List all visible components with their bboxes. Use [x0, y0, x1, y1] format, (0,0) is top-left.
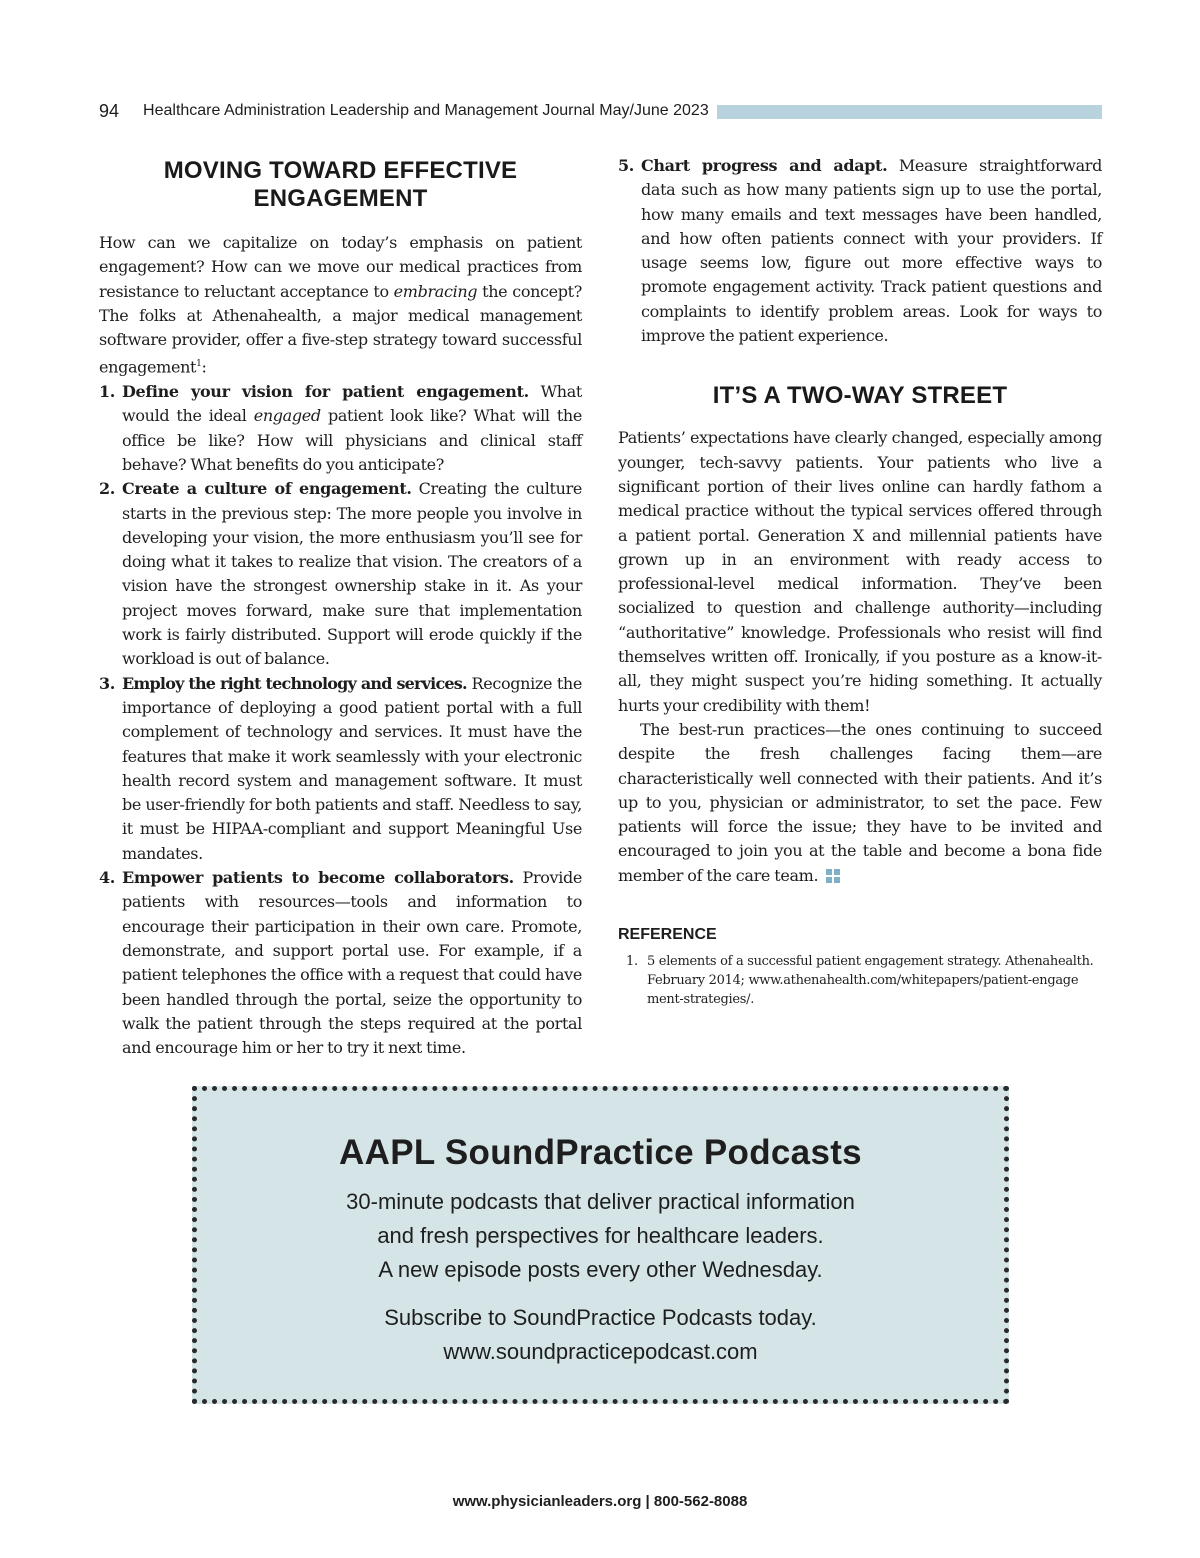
- running-header: [99, 98, 1102, 124]
- step-item: 1. Define your vision for patient engagement. What would the ideal engaged patient look like? What will the office be like? How will physicians and clinical staff behave? What benefits do you anticipate?: [99, 382, 582, 474]
- end-of-article-icon: [826, 869, 840, 883]
- section-heading-engagement: MOVING TOWARD EFFECTIVE ENGAGEMENT: [163, 157, 518, 212]
- intro-paragraph: How can we capitalize on today’s emphasis on patient engagement? How can we move our medical practices from resistance to reluctant acceptance to embracing the concept? The folks at Athenahealth, a major medical management software provider, offer a five-step strategy toward successful engagement$^1$:: [99, 233, 582, 377]
- step-item: 5. Chart progress and adapt. Measure straightforward data such as how many patients sign up to use the portal, how many emails and text messages have been handled, and how often patients connect with your providers. If usage seems low, figure out more effective ways to promote engagement activity. Track patient questions and complaints to identify problem areas. Look for ways to improve the patient experience.: [618, 156, 1102, 346]
- page-number: 94: [99, 100, 120, 121]
- promo-line: and fresh perspectives for healthcare leaders.: [377, 1223, 824, 1248]
- body-paragraph: Patients’ expectations have clearly changed, especially among younger, tech-savvy patients. Your patients who live a significant portion of their lives online can hardly fathom a medical practice without the typical services offered through a patient portal. Generation X and millennial patients have grown up in an environment with ready access to professional-level medical information. They’ve been socialized to question and challenge authority—including “authoritative” knowledge. Professionals who resist will find themselves written off. Ironically, if you posture as a know-it-all, they might suspect you’re hiding something. It actually hurts your credibility with them!: [618, 428, 1102, 715]
- step-item: 4. Empower patients to become collaborators. Provide patients with resources—tools and information to encourage their participation in their own care. Promote, demonstrate, and support portal use. For example, if a patient telephones the office with a request that could have been handled through the portal, seize the opportunity to walk the patient through the steps required at the portal and encourage him or her to try it next time.: [99, 868, 583, 1058]
- reference-heading: REFERENCE: [618, 926, 717, 944]
- page-footer: www.physicianleaders.org | 800-562-8088: [452, 1493, 748, 1510]
- header-accent-bar: [717, 105, 1102, 119]
- body-paragraph: The best-run practices—the ones continuing to succeed despite the fresh challenges facing them—are characteristically well connected with their patients. And it’s up to you, physician or administrator, to set the pace. Few patients will force the issue; they have to be invited and encouraged to join you at the table and become a bona fide member of the care team.: [618, 719, 1102, 885]
- step-item: 3. Employ the right technology and services. Recognize the importance of deploying a good patient portal with a full complement of technology and services. It must have the features that make it work seamlessly with your electronic health record system and management software. It must be user-friendly for both patients and staff. Needless to say, it must be HIPAA-compliant and support Meaningful Use mandates.: [99, 673, 582, 863]
- steps-list-continued: [618, 154, 1102, 348]
- section-heading-two-way-street: IT’S A TWO-WAY STREET: [712, 382, 1008, 410]
- promo-line: 30-minute podcasts that deliver practical information: [346, 1189, 855, 1214]
- left-column: [99, 154, 582, 1060]
- promo-podcast-link[interactable]: www.soundpracticepodcast.com: [443, 1339, 758, 1364]
- journal-title: Healthcare Administration Leadership and Management Journal May/June 2023: [143, 102, 709, 119]
- right-column: [618, 154, 1102, 1009]
- promo-title: AAPL SoundPractice Podcasts: [339, 1133, 862, 1172]
- step-item: 2. Create a culture of engagement. Creating the culture starts in the previous step: The more people you involve in developing your vision, the more enthusiasm you’ll see for doing what it takes to realize that vision. The creators of a vision have the strongest ownership stake in it. As your project moves forward, make sure that implementation work is fairly distributed. Support will erode quickly if the workload is out of balance.: [99, 479, 582, 669]
- reference-item: 1. 5 elements of a successful patient engagement strategy. Athenahealth. February 2014; www.athenahealth.com/whitepapers/patient-engage ment-strategies/.: [626, 954, 1094, 1008]
- promo-line: A new episode posts every other Wednesday.: [378, 1257, 823, 1282]
- podcast-promo-box: [192, 1086, 1009, 1404]
- steps-list: [99, 380, 582, 1060]
- promo-subscribe-line: Subscribe to SoundPractice Podcasts today.: [384, 1305, 817, 1330]
